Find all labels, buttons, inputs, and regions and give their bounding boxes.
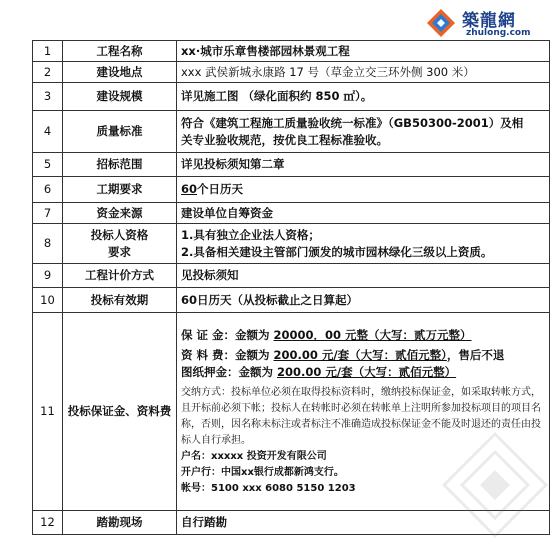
payment-note: 交纳方式：投标单位必须在取得投标资料时，缴纳投标保证金，如采取转帐方式，且开标前必须下帐；投标人在转帐时必须在转帐单上注明所参加投标项目的项目名称，否则，因名称未标注或者标注不准确造成投标保证金不能及时退还的责任由投标人自行承担。 (181, 386, 541, 446)
zhulong-logo (426, 6, 552, 40)
row-value: 建设单位自筹资金 (177, 203, 550, 224)
row-label: 质量标准 (63, 111, 177, 153)
row-value-line: 1.具有独立企业法人资格； (181, 227, 320, 242)
bank-name: 开户行：中国xx银行成都新鸿支行。 (181, 466, 344, 478)
row-label: 工期要求 (63, 177, 177, 203)
row-value: 自行踏勘 (177, 511, 550, 535)
row-number: 12 (33, 511, 63, 535)
row-value (177, 177, 550, 203)
row-label: 工程名称 (63, 41, 177, 62)
duration-unit: 个日历天 (197, 182, 244, 196)
row-value (177, 288, 550, 313)
row-label-line: 投标人资格 (90, 227, 149, 242)
drawing-amount: 200.00 元/套（大写：贰佰元整） (277, 364, 457, 379)
row-label (63, 224, 177, 264)
row-value: xx·城市乐章售楼部园林景观工程 (177, 41, 550, 62)
row-label: 踏勘现场 (63, 511, 177, 535)
row-value: xxx 武侯新城永康路 17 号（草金立交三环外侧 300 米） (177, 62, 550, 83)
fee-prefix: 资 料 费：金额为 (181, 347, 274, 362)
table-row (33, 41, 550, 62)
table-row (33, 153, 550, 177)
watermark-logo-icon (440, 430, 550, 540)
row-label: 建设地点 (63, 62, 177, 83)
drawing-deposit-line (181, 364, 545, 381)
row-number: 10 (33, 288, 63, 313)
row-label: 招标范围 (63, 153, 177, 177)
row-number: 1 (33, 41, 63, 62)
logo-url: zhulong.com (466, 28, 531, 38)
row-number: 6 (33, 177, 63, 203)
row-label: 投标保证金、资料费 (63, 313, 177, 511)
table-row (33, 177, 550, 203)
table-row (33, 288, 550, 313)
row-number: 11 (33, 313, 63, 511)
row-value (177, 224, 550, 264)
deposit-amount: 20000．00 元整（大写：贰万元整） (273, 327, 472, 342)
row-label: 建设规模 (63, 83, 177, 111)
row-label: 工程计价方式 (63, 264, 177, 288)
row-value (177, 111, 550, 153)
row-number: 8 (33, 224, 63, 264)
table-row (33, 264, 550, 288)
row-number: 2 (33, 62, 63, 83)
row-value-line: 关专业验收规范，按优良工程标准验收。 (181, 132, 388, 147)
drawing-prefix: 图纸押金：金额为 (181, 364, 278, 379)
row-value-line: 符合《建筑工程施工质量验收统一标准》（GB50300-2001）及相 (181, 115, 524, 130)
table-row (33, 203, 550, 224)
logo-mark-icon (426, 8, 456, 38)
row-label-line: 要求 (108, 244, 131, 259)
fee-line (181, 347, 545, 364)
account-name: 户名：xxxxx 投资开发有限公司 (181, 450, 327, 462)
row-number: 4 (33, 111, 63, 153)
logo-brand: 築龍網 (462, 11, 516, 31)
table-row (33, 224, 550, 264)
row-label: 资金来源 (63, 203, 177, 224)
table-row (33, 62, 550, 83)
validity-number: 60 (181, 292, 198, 307)
table-row (33, 111, 550, 153)
row-value: 详见投标须知第二章 (177, 153, 550, 177)
account-number: 帐号：5100 xxx 6080 5150 1203 (181, 482, 356, 494)
duration-number: 60 (181, 182, 198, 196)
row-number: 9 (33, 264, 63, 288)
row-number: 7 (33, 203, 63, 224)
fee-suffix: ，售后不退 (446, 347, 505, 362)
row-label: 投标有效期 (63, 288, 177, 313)
validity-unit: 日历天（从投标截止之日算起） (197, 292, 359, 307)
deposit-prefix: 保 证 金：金额为 (181, 327, 274, 342)
row-number: 5 (33, 153, 63, 177)
row-number: 3 (33, 83, 63, 111)
row-value-line: 2.具备相关建设主管部门颁发的城市园林绿化三级以上资质。 (181, 244, 493, 259)
row-value: 见投标须知 (177, 264, 550, 288)
table-row (33, 83, 550, 111)
fee-amount: 200.00 元/套（大写：贰佰元整） (273, 347, 447, 362)
row-value: 详见施工图 （绿化面积约 850 ㎡）。 (177, 83, 550, 111)
deposit-line (181, 327, 545, 344)
